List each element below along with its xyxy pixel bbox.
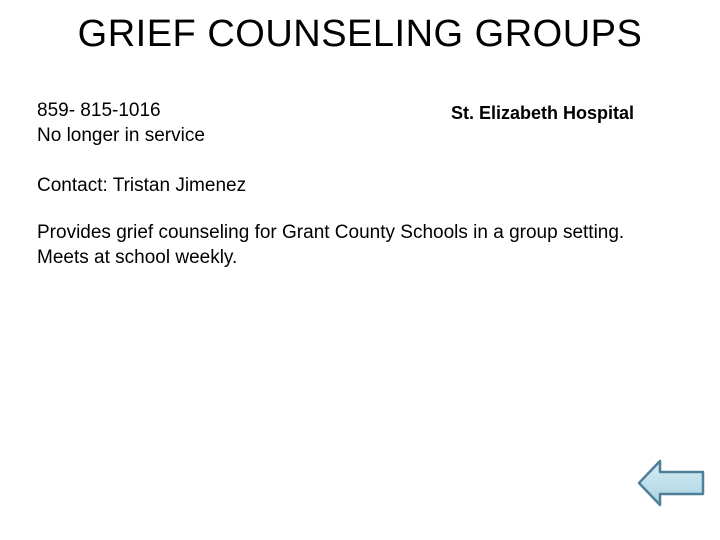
contact-line: Contact: Tristan Jimenez: [37, 175, 247, 196]
phone-status: No longer in service: [37, 125, 205, 146]
description-line-1: Provides grief counseling for Grant County Schools in a group setting.: [37, 222, 625, 243]
phone-info: [37, 98, 205, 148]
description-line-2: Meets at school weekly.: [37, 247, 238, 268]
left-arrow-icon[interactable]: [636, 458, 706, 508]
description: [37, 220, 687, 270]
organization-name: St. Elizabeth Hospital: [451, 103, 635, 123]
back-button[interactable]: [636, 458, 706, 508]
slide-title: GRIEF COUNSELING GROUPS: [77, 13, 643, 55]
phone-number: 859- 815-1016: [37, 100, 161, 121]
